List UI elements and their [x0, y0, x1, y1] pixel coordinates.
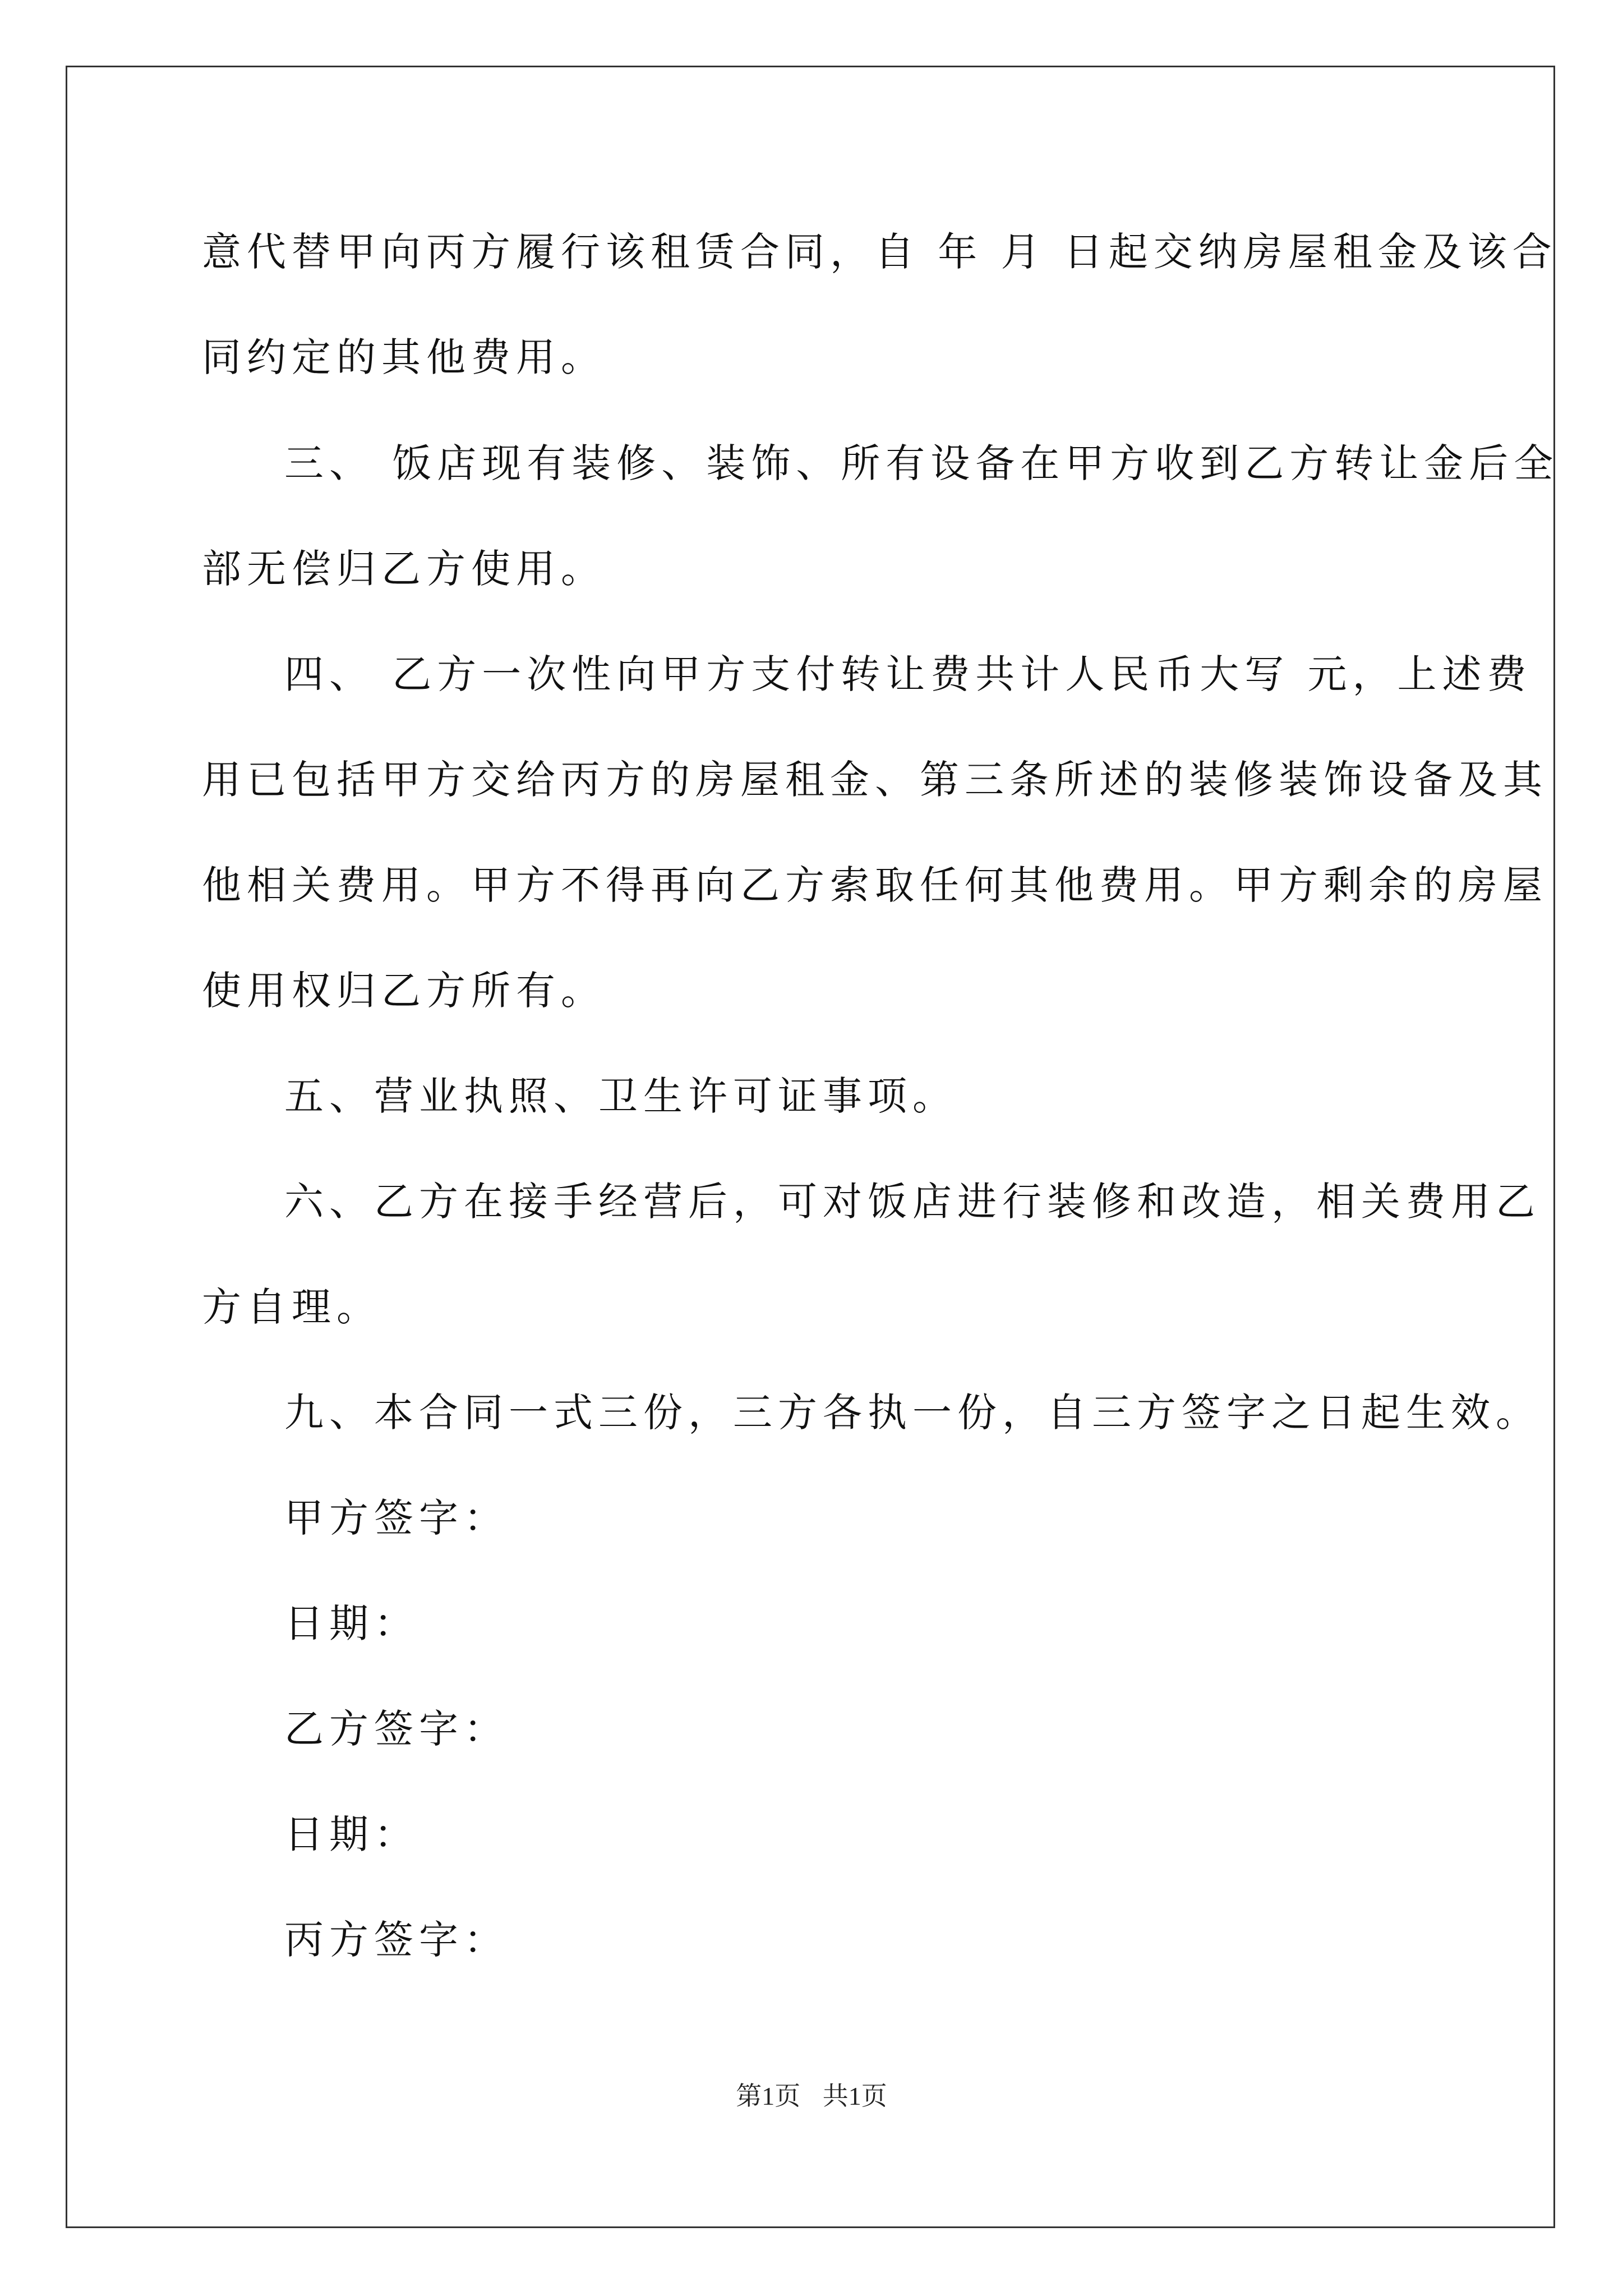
clause-3-line: 三、 饭店现有装修、装饰、所有设备在甲方收到乙方转让金后全 — [284, 440, 1559, 486]
clause-4-line: 用已包括甲方交给丙方的房屋租金、第三条所述的装修装饰设备及其 — [202, 757, 1548, 803]
page-number: 第1页 — [736, 2082, 801, 2110]
clause-5-line: 五、营业执照、卫生许可证事项。 — [284, 1073, 957, 1119]
paragraph-line: 同约定的其他费用。 — [202, 334, 606, 380]
clause-9-line: 九、本合同一式三份，三方各执一份，自三方签字之日起生效。 — [284, 1389, 1541, 1435]
party-c-signature-label: 丙方签字： — [284, 1917, 509, 1963]
paragraph-line: 意代替甲向丙方履行该租赁合同，自 年 月 日起交纳房屋租金及该合 — [202, 229, 1557, 275]
party-a-signature-label: 甲方签字： — [284, 1495, 509, 1541]
clause-4-line: 使用权归乙方所有。 — [202, 968, 606, 1014]
page-footer — [0, 2076, 1623, 2113]
party-a-date-label: 日期： — [284, 1600, 419, 1646]
party-b-signature-label: 乙方签字： — [284, 1706, 509, 1752]
clause-4-line: 四、 乙方一次性向甲方支付转让费共计人民币大写 元，上述费 — [284, 651, 1532, 697]
page-total: 共1页 — [822, 2082, 887, 2110]
clause-3-line: 部无偿归乙方使用。 — [202, 546, 606, 592]
clause-4-line: 他相关费用。甲方不得再向乙方索取任何其他费用。甲方剩余的房屋 — [202, 862, 1548, 908]
clause-6-line: 方自理。 — [202, 1284, 381, 1330]
party-b-date-label: 日期： — [284, 1811, 419, 1857]
clause-6-line: 六、乙方在接手经营后，可对饭店进行装修和改造，相关费用乙 — [284, 1179, 1541, 1225]
